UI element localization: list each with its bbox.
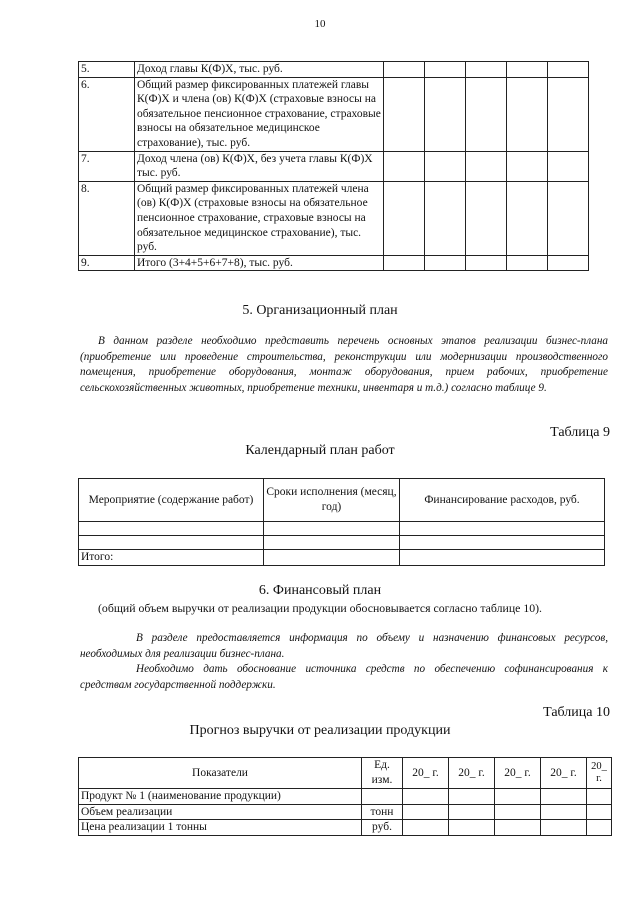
value-cell: [548, 255, 589, 271]
value-cell: [449, 804, 495, 820]
value-cell: [425, 255, 466, 271]
table-9-label: Таблица 9: [550, 425, 610, 440]
column-header-year: 20_ г.: [495, 758, 541, 789]
table-10-label: Таблица 10: [543, 705, 610, 720]
value-cell: [466, 151, 507, 181]
section-6-text-1: В разделе предоставляется информация по объему и назначению финансовых ресурсов, необходимых для реализации бизнес-плана.: [80, 632, 608, 660]
value-cell: [403, 804, 449, 820]
section-6-heading: 6. Финансовый план: [258, 583, 382, 598]
value-cell: [507, 62, 548, 78]
table-header-row: [79, 479, 605, 522]
table-row: [79, 77, 589, 151]
table-row: [79, 181, 589, 255]
column-header-year: 20_ г.: [449, 758, 495, 789]
unit-cell: тонн: [362, 804, 403, 820]
value-cell: [384, 77, 425, 151]
value-cell: [587, 804, 612, 820]
table-row: [79, 62, 589, 78]
value-cell: [507, 255, 548, 271]
empty-cell: [264, 536, 400, 550]
table-row: [79, 522, 605, 536]
value-cell: [384, 181, 425, 255]
value-cell: [541, 820, 587, 836]
table-row: [79, 789, 612, 805]
value-cell: [425, 62, 466, 78]
value-cell: [541, 789, 587, 805]
page-number: 10: [314, 18, 326, 30]
value-cell: [548, 151, 589, 181]
empty-cell: [79, 536, 264, 550]
section-5-text: В данном разделе необходимо представить перечень основных этапов реализации бизнес-плана (приобретение или проведение строительства, реконструкции или модернизации производственного помещения, приобретение оборудования, монтаж оборудования, прием рабочих, приобретение сельскохозяйственных животных, приобретение техники, инвентаря и т.д.) согласно таблице 9.: [80, 335, 608, 394]
value-cell: [403, 820, 449, 836]
value-cell: [449, 789, 495, 805]
row-text: Общий размер фиксированных платежей главы К(Ф)Х и члена (ов) К(Ф)Х (страховые взносы на обязательное пенсионное страхование, страховые взносы на обязательное медицинское страхование), тыс. руб.: [135, 77, 384, 151]
value-cell: [507, 77, 548, 151]
value-cell: [548, 181, 589, 255]
table-row: [79, 804, 612, 820]
table-10-title: Прогноз выручки от реализации продукции: [189, 723, 451, 738]
unit-cell: [362, 789, 403, 805]
total-label: Итого:: [79, 550, 264, 566]
indicator-name: Цена реализации 1 тонны: [79, 820, 362, 836]
row-text: Доход члена (ов) К(Ф)Х, без учета главы К(Ф)Х тыс. руб.: [135, 151, 384, 181]
table-row: [79, 151, 589, 181]
section-5-paragraph: [80, 334, 608, 396]
value-cell: [507, 151, 548, 181]
value-cell: [466, 181, 507, 255]
empty-cell: [264, 550, 400, 566]
table-row: [79, 536, 605, 550]
column-header-year: 20_ г.: [541, 758, 587, 789]
empty-cell: [400, 522, 605, 536]
value-cell: [403, 789, 449, 805]
section-6-paragraphs: [80, 631, 608, 693]
column-header-indicators: Показатели: [79, 758, 362, 789]
value-cell: [466, 255, 507, 271]
empty-cell: [400, 536, 605, 550]
row-number: 6.: [79, 77, 135, 151]
column-header-unit: Ед. изм.: [362, 758, 403, 789]
empty-cell: [79, 522, 264, 536]
empty-cell: [264, 522, 400, 536]
value-cell: [548, 62, 589, 78]
value-cell: [384, 151, 425, 181]
value-cell: [587, 789, 612, 805]
table-header-row: [79, 758, 612, 789]
column-header-financing: Финансирование расходов, руб.: [400, 479, 605, 522]
section-6-text-2: Необходимо дать обоснование источника средств по обеспечению софинансирования к средствам государственной поддержки.: [80, 663, 608, 691]
row-number: 5.: [79, 62, 135, 78]
table-row: [79, 255, 589, 271]
value-cell: [587, 820, 612, 836]
table-total-row: [79, 550, 605, 566]
revenue-forecast-table: [78, 757, 612, 836]
empty-cell: [400, 550, 605, 566]
row-text: Итого (3+4+5+6+7+8), тыс. руб.: [135, 255, 384, 271]
value-cell: [384, 62, 425, 78]
row-number: 8.: [79, 181, 135, 255]
section-5-heading: 5. Организационный план: [242, 303, 398, 318]
row-number: 7.: [79, 151, 135, 181]
unit-cell: руб.: [362, 820, 403, 836]
value-cell: [495, 789, 541, 805]
value-cell: [425, 181, 466, 255]
column-header-deadline: Сроки исполнения (месяц, год): [264, 479, 400, 522]
value-cell: [507, 181, 548, 255]
value-cell: [495, 820, 541, 836]
indicator-name: Объем реализации: [79, 804, 362, 820]
value-cell: [495, 804, 541, 820]
value-cell: [541, 804, 587, 820]
column-header-year: 20_ г.: [403, 758, 449, 789]
table-row: [79, 820, 612, 836]
row-text: Доход главы К(Ф)Х, тыс. руб.: [135, 62, 384, 78]
row-text: Общий размер фиксированных платежей члена (ов) К(Ф)Х (страховые взносы на обязательное пенсионное страхование, страховые взносы на обязательное медицинское страхование), тыс. руб.: [135, 181, 384, 255]
value-cell: [466, 77, 507, 151]
value-cell: [466, 62, 507, 78]
value-cell: [548, 77, 589, 151]
value-cell: [384, 255, 425, 271]
row-number: 9.: [79, 255, 135, 271]
value-cell: [449, 820, 495, 836]
column-header-activity: Мероприятие (содержание работ): [79, 479, 264, 522]
work-schedule-table: [78, 478, 605, 566]
column-header-year: 20_ г.: [587, 758, 612, 789]
value-cell: [425, 77, 466, 151]
value-cell: [425, 151, 466, 181]
financial-indicators-table: [78, 61, 589, 271]
section-6-subheading: (общий объем выручки от реализации продукции обосновывается согласно таблице 10).: [98, 601, 542, 615]
indicator-name: Продукт № 1 (наименование продукции): [79, 789, 362, 805]
table-9-title: Календарный план работ: [245, 443, 395, 458]
